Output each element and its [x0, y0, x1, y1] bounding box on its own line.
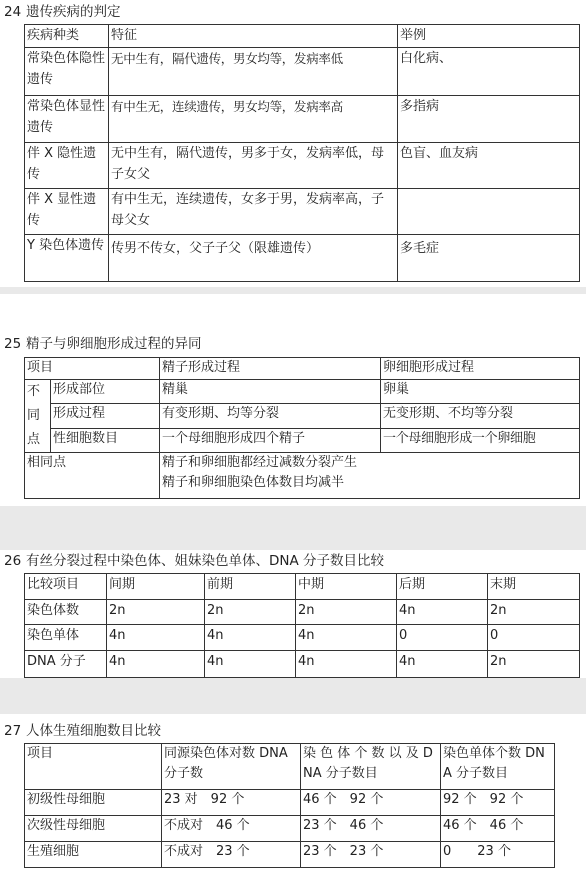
egg-value: 无变形期、不均等分裂 — [381, 404, 580, 428]
table-cell: 4n — [107, 651, 205, 678]
table-row — [25, 790, 555, 816]
table-cell: 23 个 23 个 — [301, 842, 441, 868]
disease-example: 色盲、血友病 — [398, 143, 580, 189]
header-cell: 末期 — [488, 574, 580, 600]
disease-feature: 传男不传女，父子子父（限雄遗传） — [109, 235, 398, 282]
table-cell: 92 个 92 个 — [441, 790, 555, 816]
header-cell: 项目 — [25, 358, 160, 380]
header-cell: 特征 — [109, 25, 398, 48]
table-row — [25, 380, 580, 404]
table-row — [25, 453, 580, 499]
table-cell: 23 个 46 个 — [301, 816, 441, 842]
section-27-heading — [4, 722, 161, 740]
section-26-heading — [4, 552, 384, 570]
row-label: 次级性母细胞 — [25, 816, 162, 842]
table-row — [25, 143, 580, 189]
table-cell: 4n — [107, 625, 205, 651]
item-name: 形成部位 — [51, 380, 160, 404]
difference-label: 不同点 — [25, 380, 51, 453]
table-row — [25, 235, 580, 282]
section-number: 25 — [4, 336, 22, 352]
table-cell: 0 — [488, 625, 580, 651]
disease-type: 常染色体隐性遗传 — [25, 48, 109, 96]
header-cell: 疾病种类 — [25, 25, 109, 48]
table-cell: 不成对 46 个 — [162, 816, 301, 842]
table-cell: 2n — [296, 600, 397, 625]
section-number: 27 — [4, 723, 22, 739]
egg-value: 卵巢 — [381, 380, 580, 404]
table-row — [25, 842, 555, 868]
egg-value: 一个母细胞形成一个卵细胞 — [381, 428, 580, 452]
item-name: 性细胞数目 — [51, 428, 160, 452]
header-cell: 前期 — [205, 574, 296, 600]
section-number: 26 — [4, 553, 22, 569]
disease-type: 常染色体显性遗传 — [25, 96, 109, 143]
sperm-value: 一个母细胞形成四个精子 — [160, 428, 381, 452]
separator-band — [0, 287, 586, 294]
table-cell: 4n — [205, 651, 296, 678]
header-cell: 卵细胞形成过程 — [381, 358, 580, 380]
table-row — [25, 48, 580, 96]
separator-band — [0, 678, 586, 714]
table-cell: 2n — [205, 600, 296, 625]
table-row — [25, 651, 580, 678]
table-cell: 4n — [296, 625, 397, 651]
table-cell: 2n — [488, 600, 580, 625]
table-row — [25, 600, 580, 625]
section-title: 遗传疾病的判定 — [26, 4, 121, 20]
table-cell: 4n — [205, 625, 296, 651]
table-cell: 0 23 个 — [441, 842, 555, 868]
header-cell: 染 色 体 个 数 以 及 DNA 分子数目 — [301, 744, 441, 790]
row-label: DNA 分子 — [25, 651, 107, 678]
genetic-disease-table — [24, 24, 580, 282]
disease-example: 多毛症 — [398, 235, 580, 282]
header-cell: 项目 — [25, 744, 162, 790]
section-title: 人体生殖细胞数目比较 — [26, 723, 161, 739]
table-cell: 0 — [397, 625, 488, 651]
header-cell: 后期 — [397, 574, 488, 600]
table-cell: 2n — [488, 651, 580, 678]
disease-type: Y 染色体遗传 — [25, 235, 109, 282]
item-name: 形成过程 — [51, 404, 160, 428]
header-cell: 间期 — [107, 574, 205, 600]
gamete-comparison-table — [24, 357, 580, 499]
disease-example: 多指病 — [398, 96, 580, 143]
header-cell: 精子形成过程 — [160, 358, 381, 380]
table-cell: 23 对 92 个 — [162, 790, 301, 816]
disease-example — [398, 189, 580, 235]
disease-feature: 有中生无，连续遗传，女多于男，发病率高，子母父女 — [109, 189, 398, 235]
table-row — [25, 189, 580, 235]
same-points — [160, 453, 580, 499]
table-row — [25, 404, 580, 428]
table-row — [25, 816, 555, 842]
germ-cell-table — [24, 743, 555, 868]
row-label: 生殖细胞 — [25, 842, 162, 868]
disease-type: 伴 X 显性遗传 — [25, 189, 109, 235]
table-cell: 4n — [397, 600, 488, 625]
table-cell: 4n — [397, 651, 488, 678]
row-label: 染色单体 — [25, 625, 107, 651]
separator-band — [0, 506, 586, 550]
table-row — [25, 428, 580, 452]
sperm-value: 有变形期、均等分裂 — [160, 404, 381, 428]
table-cell: 2n — [107, 600, 205, 625]
same-point-line: 精子和卵细胞都经过减数分裂产生 — [162, 455, 358, 470]
table-cell: 4n — [296, 651, 397, 678]
section-title: 有丝分裂过程中染色体、姐妹染色单体、DNA 分子数目比较 — [26, 553, 385, 569]
disease-feature: 无中生有，隔代遗传，男多于女，发病率低，母子女父 — [109, 143, 398, 189]
same-point-line: 精子和卵细胞染色体数目均减半 — [162, 475, 345, 490]
sperm-value: 精巢 — [160, 380, 381, 404]
disease-feature: 无中生有，隔代遗传，男女均等，发病率低 — [109, 48, 398, 96]
same-label: 相同点 — [25, 453, 160, 499]
section-24-heading — [4, 3, 121, 21]
table-cell: 不成对 23 个 — [162, 842, 301, 868]
section-title: 精子与卵细胞形成过程的异同 — [26, 336, 202, 352]
mitosis-table — [24, 573, 580, 678]
header-cell: 同源染色体对数 DNA 分子数 — [162, 744, 301, 790]
header-cell: 举例 — [398, 25, 580, 48]
disease-type: 伴 X 隐性遗传 — [25, 143, 109, 189]
row-label: 染色体数 — [25, 600, 107, 625]
table-row — [25, 625, 580, 651]
header-cell: 比较项目 — [25, 574, 107, 600]
header-cell: 染色单体个数 DNA 分子数目 — [441, 744, 555, 790]
table-row — [25, 96, 580, 143]
header-cell: 中期 — [296, 574, 397, 600]
table-cell: 46 个 46 个 — [441, 816, 555, 842]
section-25-heading — [4, 335, 202, 353]
section-number: 24 — [4, 4, 22, 20]
table-cell: 46 个 92 个 — [301, 790, 441, 816]
disease-example: 白化病、 — [398, 48, 580, 96]
row-label: 初级性母细胞 — [25, 790, 162, 816]
disease-feature: 有中生无，连续遗传，男女均等，发病率高 — [109, 96, 398, 143]
